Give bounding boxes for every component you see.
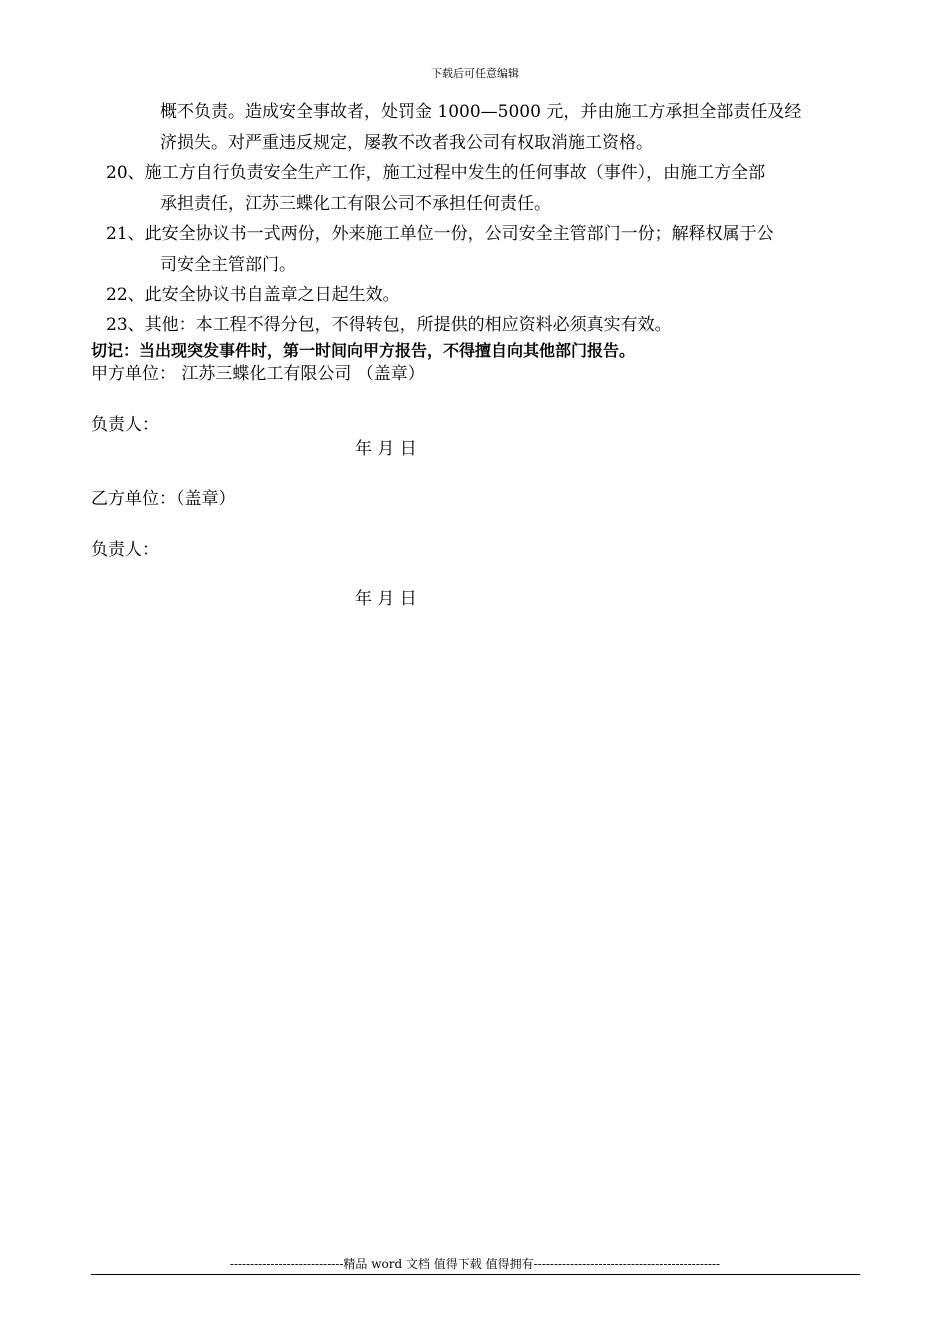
clause-23: 23、其他：本工程不得分包，不得转包，所提供的相应资料必须真实有效。 <box>106 315 672 335</box>
clause-19-continuation-line-2: 济损失。对严重违反规定，屡教不改者我公司有权取消施工资格。 <box>160 133 653 153</box>
party-b-person-label: 负责人： <box>91 540 159 560</box>
clause-21-line-2: 司安全主管部门。 <box>160 255 296 275</box>
footer-rule <box>91 1274 860 1275</box>
party-b-date: 年 月 日 <box>355 589 417 609</box>
party-a-date: 年 月 日 <box>355 439 417 459</box>
emergency-notice: 切记：当出现突发事件时，第一时间向甲方报告，不得擅自向其他部门报告。 <box>91 341 636 360</box>
party-b-unit: 乙方单位：（盖章） <box>91 489 236 509</box>
clause-20-line-2: 承担责任，江苏三蝶化工有限公司不承担任何责任。 <box>160 194 551 214</box>
clause-21-line-1: 21、此安全协议书一式两份，外来施工单位一份，公司安全主管部门一份；解释权属于公 <box>106 224 774 244</box>
clause-20-line-1: 20、施工方自行负责安全生产工作，施工过程中发生的任何事故（事件），由施工方全部 <box>106 163 766 183</box>
clause-19-continuation-line-1: 概不负责。造成安全事故者，处罚金 1000—5000 元，并由施工方承担全部责任及经 <box>160 102 802 122</box>
page-footer: ----------------------------精品 word 文档 值得下载 值得拥有---------------------------------------------- <box>229 1257 721 1271</box>
clause-22: 22、此安全协议书自盖章之日起生效。 <box>106 285 400 305</box>
party-a-person-label: 负责人： <box>91 415 159 435</box>
page-header: 下载后可任意编辑 <box>431 67 519 80</box>
party-a-unit: 甲方单位： 江苏三蝶化工有限公司 （盖章） <box>91 364 425 384</box>
